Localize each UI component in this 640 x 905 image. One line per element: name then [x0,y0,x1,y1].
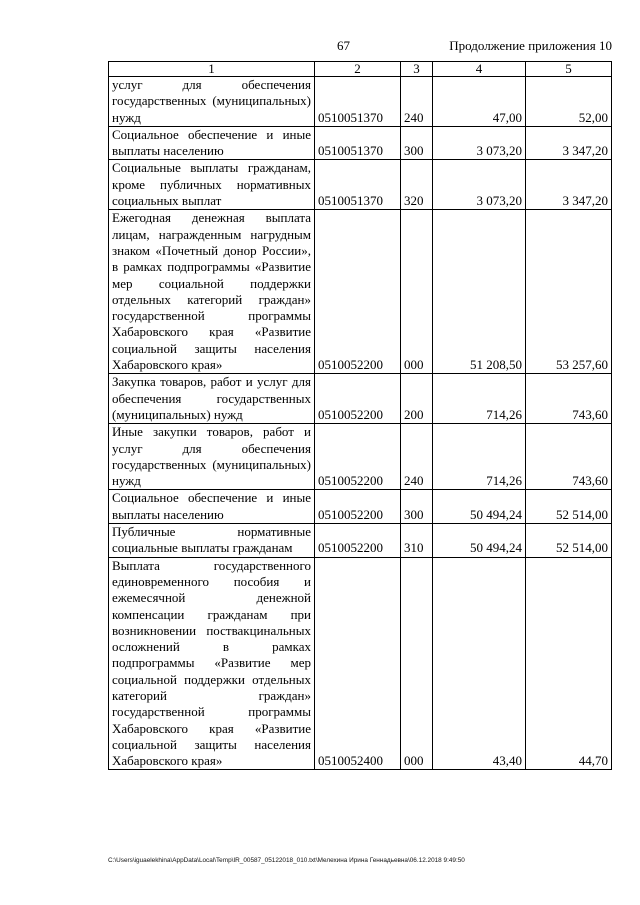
column-header: 2 [315,62,401,77]
table-row [109,160,612,210]
expense-type-code-cell: 310 [401,524,433,558]
expense-name-cell: Закупка товаров, работ и услуг для обеспечения государственных (муниципальных) нужд [109,374,315,424]
amount-col4-cell: 714,26 [433,374,526,424]
amount-col5-cell: 52 514,00 [526,524,612,558]
expense-name-cell: услуг для обеспечения государственных (муниципальных) нужд [109,77,315,127]
table-row [109,424,612,490]
amount-col5-cell: 743,60 [526,424,612,490]
amount-col4-cell: 714,26 [433,424,526,490]
table-header-row [109,62,612,77]
amount-col4-cell: 47,00 [433,77,526,127]
amount-col4-cell: 50 494,24 [433,524,526,558]
amount-col5-cell: 743,60 [526,374,612,424]
expense-name-cell: Социальное обеспечение и иные выплаты населению [109,126,315,160]
expense-type-code-cell: 000 [401,210,433,374]
target-article-code-cell: 0510051370 [315,126,401,160]
continuation-label: Продолжение приложения 10 [449,38,612,53]
expense-type-code-cell: 000 [401,557,433,770]
table-row [109,524,612,558]
target-article-code-cell: 0510052200 [315,490,401,524]
target-article-code-cell: 0510052200 [315,424,401,490]
budget-table [108,61,612,770]
column-header: 4 [433,62,526,77]
table-row [109,77,612,127]
expense-type-code-cell: 200 [401,374,433,424]
target-article-code-cell: 0510052200 [315,524,401,558]
expense-type-code-cell: 240 [401,424,433,490]
table-row [109,126,612,160]
target-article-code-cell: 0510052200 [315,374,401,424]
column-header: 1 [109,62,315,77]
amount-col5-cell: 44,70 [526,557,612,770]
amount-col4-cell: 3 073,20 [433,126,526,160]
expense-type-code-cell: 240 [401,77,433,127]
amount-col4-cell: 43,40 [433,557,526,770]
amount-col5-cell: 52 514,00 [526,490,612,524]
page-number: 67 [337,38,350,53]
expense-name-cell: Социальное обеспечение и иные выплаты населению [109,490,315,524]
amount-col5-cell: 53 257,60 [526,210,612,374]
table-row [109,557,612,770]
target-article-code-cell: 0510051370 [315,160,401,210]
table-body [109,77,612,770]
amount-col5-cell: 3 347,20 [526,160,612,210]
expense-type-code-cell: 320 [401,160,433,210]
amount-col5-cell: 3 347,20 [526,126,612,160]
target-article-code-cell: 0510052200 [315,210,401,374]
amount-col4-cell: 51 208,50 [433,210,526,374]
column-header: 3 [401,62,433,77]
amount-col4-cell: 3 073,20 [433,160,526,210]
expense-name-cell: Иные закупки товаров, работ и услуг для обеспечения государственных (муниципальных) нужд [109,424,315,490]
expense-name-cell: Публичные нормативные социальные выплаты гражданам [109,524,315,558]
table-row [109,374,612,424]
amount-col5-cell: 52,00 [526,77,612,127]
file-path-footer: C:\Users\iguaelekhina\AppData\Local\Temp\IR_00587_05122018_010.txt\Мелехина Ирина Геннадьевна\06.12.2018 9:49:50 [108,857,465,864]
expense-name-cell: Социальные выплаты гражданам, кроме публичных нормативных социальных выплат [109,160,315,210]
column-header: 5 [526,62,612,77]
target-article-code-cell: 0510051370 [315,77,401,127]
expense-type-code-cell: 300 [401,126,433,160]
expense-type-code-cell: 300 [401,490,433,524]
table-row [109,490,612,524]
target-article-code-cell: 0510052400 [315,557,401,770]
table-row [109,210,612,374]
expense-name-cell: Выплата государственного единовременного пособия и ежемесячной денежной компенсации гражданам при возникновении поствакцинальных осложнений в рамках подпрограммы «Развитие мер социальной поддержки отдельных категорий граждан» государственной программы Хабаровского края «Развитие социальной защиты населения Хабаровского края» [109,557,315,770]
amount-col4-cell: 50 494,24 [433,490,526,524]
expense-name-cell: Ежегодная денежная выплата лицам, награжденным нагрудным знаком «Почетный донор России», в рамках подпрограммы «Развитие мер социальной поддержки отдельных категорий граждан» государственной программы Хабаровского края «Развитие социальной защиты населения Хабаровского края» [109,210,315,374]
